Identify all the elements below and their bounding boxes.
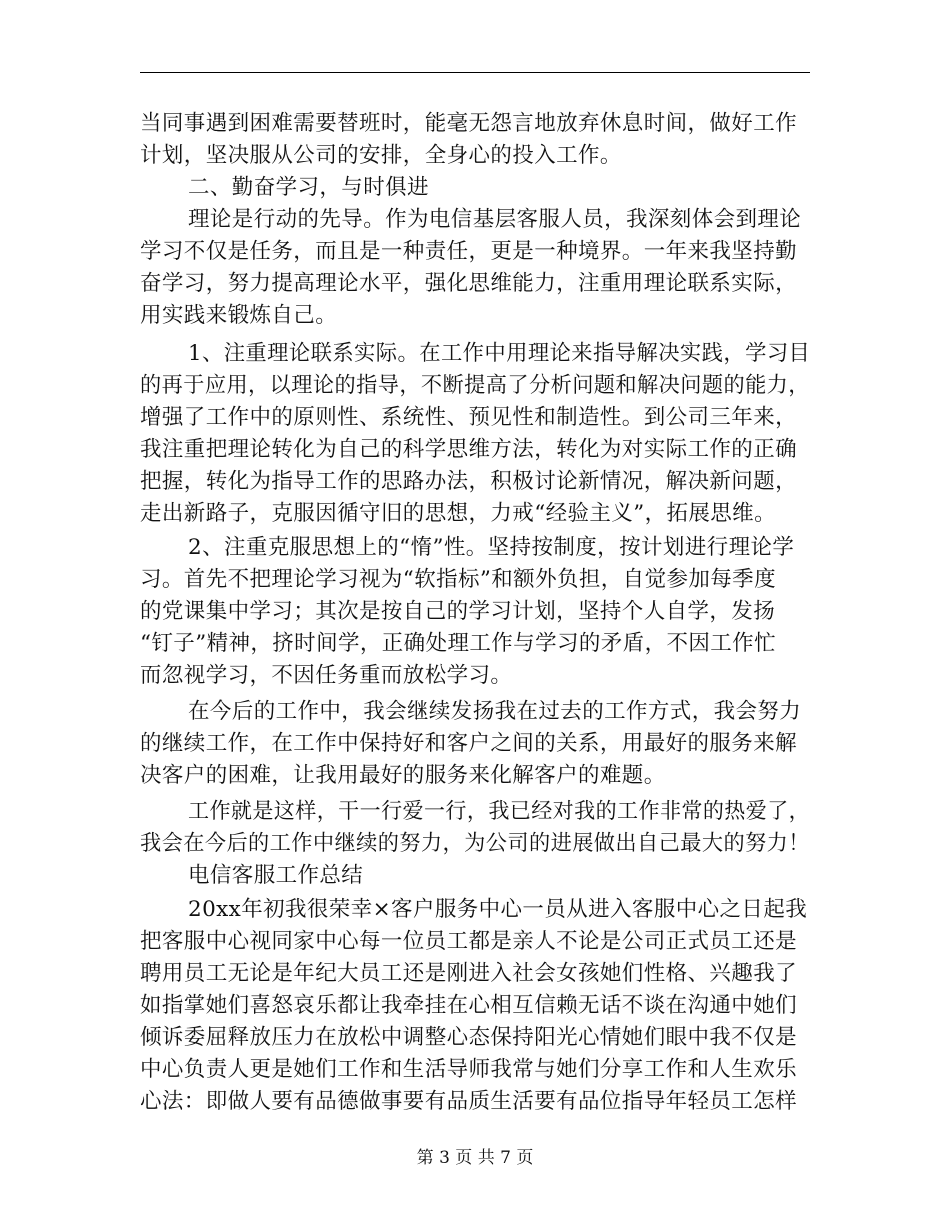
text-line: 而忽视学习，不因任务重而放松学习。 <box>140 663 513 688</box>
text-line: 1、注重理论联系实际。在工作中用理论来指导解决实践，学习目 <box>188 341 811 366</box>
text-line: 2、注重克服思想上的“惰”性。坚持按制度，按计划进行理论学 <box>188 535 795 560</box>
text-line: 工作就是这样，干一行爱一行，我已经对我的工作非常的热爱了， <box>188 799 811 824</box>
text-line: 当同事遇到困难需要替班时，能毫无怨言地放弃休息时间，做好工作 <box>140 111 798 136</box>
text-line: 20xx年初我很荣幸×客户服务中心一员从进入客服中心之日起我 <box>188 897 808 922</box>
text-line: 用实践来锻炼自己。 <box>140 303 338 328</box>
section-heading: 二、勤奋学习，与时俱进 <box>188 175 429 200</box>
text-line: 奋学习，努力提高理论水平，强化思维能力，注重用理论联系实际， <box>140 271 798 296</box>
text-line: 我会在今后的工作中继续的努力，为公司的进展做出自己最大的努力！ <box>140 831 810 856</box>
text-line: 的继续工作，在工作中保持好和客户之间的关系，用最好的服务来解 <box>140 731 798 756</box>
page-number: 第 3 页 共 7 页 <box>416 1148 534 1168</box>
header-rule <box>140 72 810 73</box>
text-line: 把客服中心视同家中心每一位员工都是亲人不论是公司正式员工还是 <box>140 929 798 954</box>
text-line: 习。首先不把理论学习视为“软指标”和额外负担，自觉参加每季度 <box>140 567 776 592</box>
text-line: 计划，坚决服从公司的安排，全身心的投入工作。 <box>140 143 622 168</box>
text-line: 心法：即做人要有品德做事要有品质生活要有品位指导年轻员工怎样 <box>140 1089 798 1114</box>
text-line: 走出新路子，克服因循守旧的思想，力戒“经验主义”，拓展思维。 <box>140 501 776 526</box>
text-line: 学习不仅是任务，而且是一种责任，更是一种境界。一年来我坚持勤 <box>140 239 798 264</box>
text-line: 决客户的困难，让我用最好的服务来化解客户的难题。 <box>140 763 666 788</box>
section-heading: 电信客服工作总结 <box>188 863 364 888</box>
text-line: 我注重把理论转化为自己的科学思维方法，转化为对实际工作的正确 <box>140 437 798 462</box>
text-line: 增强了工作中的原则性、系统性、预见性和制造性。到公司三年来， <box>140 405 798 430</box>
text-line: 中心负责人更是她们工作和生活导师我常与她们分享工作和人生欢乐 <box>140 1057 798 1082</box>
text-line: 聘用员工无论是年纪大员工还是刚进入社会女孩她们性格、兴趣我了 <box>140 961 798 986</box>
text-line: 在今后的工作中，我会继续发扬我在过去的工作方式，我会努力 <box>188 699 802 724</box>
text-line: 理论是行动的先导。作为电信基层客服人员，我深刻体会到理论 <box>188 207 802 232</box>
text-line: 倾诉委屈释放压力在放松中调整心态保持阳光心情她们眼中我不仅是 <box>140 1025 798 1050</box>
text-line: 的再于应用，以理论的指导，不断提高了分析问题和解决问题的能力， <box>140 373 810 398</box>
text-line: “钉子”精神，挤时间学，正确处理工作与学习的矛盾，不因工作忙 <box>140 631 776 656</box>
text-line: 的党课集中学习；其次是按自己的学习计划，坚持个人自学，发扬 <box>140 599 776 624</box>
text-line: 如指掌她们喜怒哀乐都让我牵挂在心相互信赖无话不谈在沟通中她们 <box>140 993 798 1018</box>
text-line: 把握，转化为指导工作的思路办法，积极讨论新情况，解决新问题， <box>140 469 798 494</box>
